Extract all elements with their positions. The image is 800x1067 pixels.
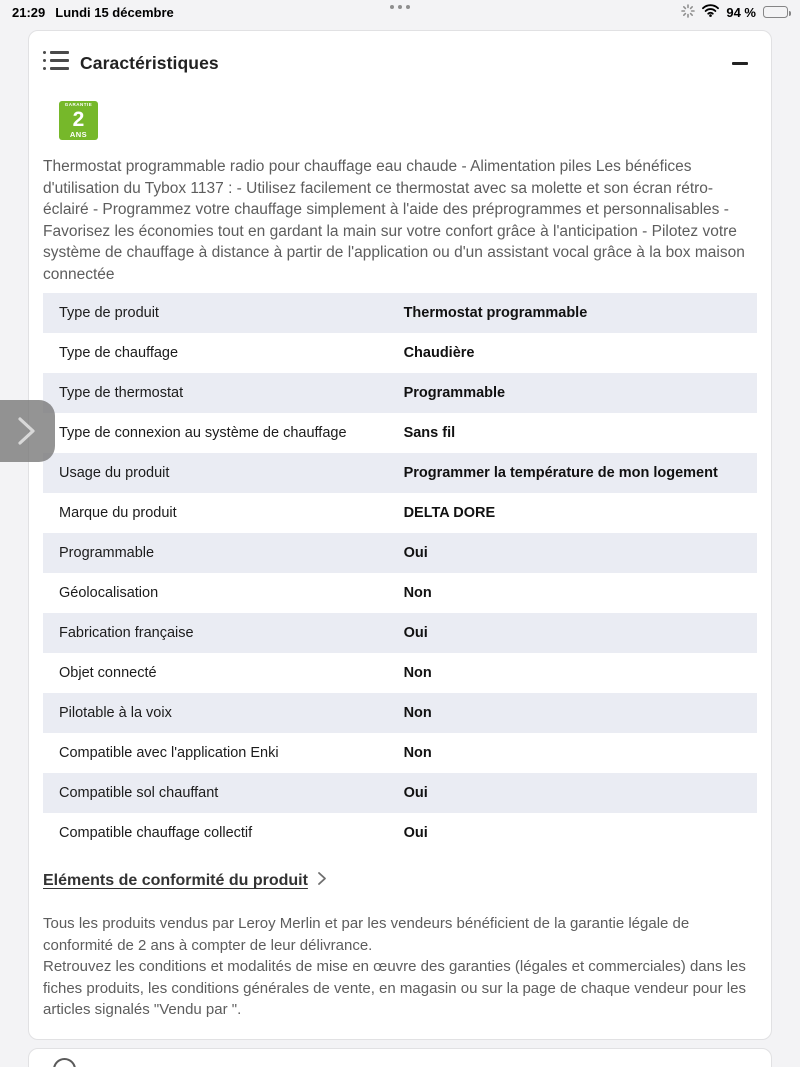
spec-label: Programmable [59,545,155,561]
spec-value: Chaudière [403,345,475,361]
conformity-link-label: Eléments de conformité du produit [43,872,308,889]
chevron-right-icon [317,871,327,891]
badge-garantie-label: GARANTIE [64,102,93,107]
table-row [43,333,757,373]
table-row [43,373,757,413]
spec-value: Thermostat programmable [403,305,588,321]
spec-value: Non [403,585,432,601]
spec-value: Programmable [403,385,506,401]
badge-years-number: 2 [72,107,85,131]
table-row [43,453,757,493]
spec-label: Compatible chauffage collectif [59,825,253,841]
conformity-link[interactable] [43,871,327,891]
spec-value: Non [403,745,432,761]
spec-value: Oui [403,785,428,801]
table-row [43,573,757,613]
spec-value: Oui [403,545,428,561]
spec-label: Type de connexion au système de chauffage [59,425,347,441]
spec-value: Non [403,665,432,681]
table-row [43,613,757,653]
carousel-next-button[interactable] [0,400,55,462]
table-row [43,733,757,773]
legal-paragraph-2: Retrouvez les conditions et modalités de mise en œuvre des garanties (légales et commerciales) dans les fiches produits, les conditions générales de vente, en magasin ou sur la page de chaque vendeur pour les articles signalés "Vendu par ". [43,958,746,1018]
next-section-card [28,1048,772,1067]
table-row [43,773,757,813]
sync-spinner-icon [681,4,695,21]
status-bar [0,0,800,24]
spec-value: Sans fil [403,425,456,441]
clock: 21:29 [12,4,46,20]
services-icon [53,1058,76,1067]
chevron-right-icon [13,414,39,448]
spec-label: Compatible sol chauffant [59,785,219,801]
section-title: Caractéristiques [80,52,219,73]
minus-icon [732,62,748,65]
multitask-dots-icon [390,5,410,9]
date: Lundi 15 décembre [55,4,174,20]
list-icon [43,50,69,76]
warranty-2-years-badge [59,101,98,140]
spec-label: Type de thermostat [59,385,184,401]
spec-table [43,293,757,853]
spec-value: Oui [403,825,428,841]
table-row [43,413,757,453]
table-row [43,653,757,693]
battery-icon [763,6,788,18]
table-row [43,813,757,853]
legal-guarantee-text [43,913,757,1021]
spec-value: DELTA DORE [403,505,496,521]
legal-paragraph-1: Tous les produits vendus par Leroy Merlin et par les vendeurs bénéficient de la garantie légale de conformité de 2 ans à compter de leur délivrance. [43,915,690,954]
spec-label: Fabrication française [59,625,194,641]
table-row [43,693,757,733]
table-row [43,293,757,333]
battery-percent: 94 % [726,4,756,20]
spec-label: Géolocalisation [59,585,159,601]
product-description: Thermostat programmable radio pour chauffage eau chaude - Alimentation piles Les bénéfices d'utilisation du Tybox 1137 : - Utilisez facilement ce thermostat avec sa molette et son écran rétro-éclairé - Programmez votre chauffage simplement à l'aide des préprogrammes et personnalisables - Favorisez les économies tout en gardant la main sur votre confort grâce à l'anticipation - Pilotez votre système de chauffage à distance à partir de l'application ou d'un assistant vocal grâce à la box maison connectée [43,158,745,283]
spec-label: Marque du produit [59,505,177,521]
spec-label: Compatible avec l'application Enki [59,745,279,761]
spec-value: Programmer la température de mon logement [403,465,718,481]
table-row [43,493,757,533]
characteristics-card [28,30,772,1040]
collapse-section-button[interactable] [723,46,757,80]
spec-label: Usage du produit [59,465,170,481]
spec-label: Objet connecté [59,665,157,681]
table-row [43,533,757,573]
badge-ans-label: ANS [69,129,88,139]
wifi-icon [702,4,719,20]
card-header [43,45,757,81]
spec-label: Type de produit [59,305,159,321]
spec-value: Non [403,705,432,721]
spec-value: Oui [403,625,428,641]
spec-label: Pilotable à la voix [59,705,172,721]
spec-label: Type de chauffage [59,345,179,361]
